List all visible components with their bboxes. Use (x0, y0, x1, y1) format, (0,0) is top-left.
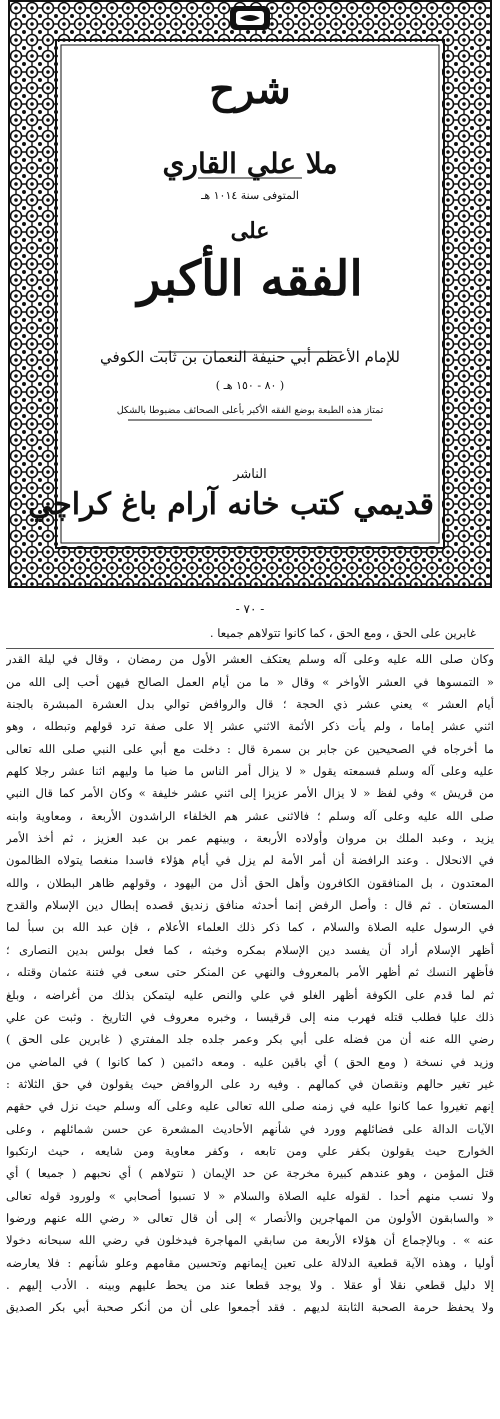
text-line: وكان صلى الله عليه وعلى آله وسلم يعتكف العشر الأول من رمضان ، وقال في ليلة القدر (6, 652, 494, 667)
text-line: رضي الله عنه أن من فضله على أبي بكر وعمر جلده جلد المفتري ( غابرين على الحق ) (6, 1032, 494, 1047)
cover-imam: للإمام الأعظم أبي حنيفة النعمان بن ثابت الكوفي (100, 348, 400, 366)
text-line: أيام العشر » يعني عشر ذي الحجة ؛ قال والروافض توالي بدل العشرة المبشرة بالجنة (6, 697, 494, 712)
cover-publisher-label: الناشر (233, 467, 267, 482)
text-line: الخوارج حيث يقولون بكفر علي ومن تابعه ، وكفر معاوية ومن شايعه ، حيث ارتكبوا (6, 1143, 494, 1158)
text-line: إلا دليل قطعي نقلا أو عقلا . ولا يوجد قطعا عند من يحط عليهم وبينه . الأدب إليهم . (6, 1277, 494, 1292)
text-line: « والسابقون الأولون من المهاجرين والأنصار » إلى أن قال تعالى « رضي الله عنهم ورضوا (6, 1210, 494, 1225)
text-line: في الانحلال . وعند الرافضة أن أمر الأمة لم يزل في أيام هؤلاء فاسدا منغصا يتولاه الظالمون (6, 853, 494, 868)
text-line: ذلك عليا فطلب قتله فهرب منه إلى قرقيسا ، وخبره معروف في التاريخ . وثبت عن علي (6, 1009, 494, 1024)
cover-publisher: قديمي كتب خانه آرام باغ كراچي (28, 487, 434, 522)
text-line: المعتدون ، بل المنافقون الكافرون وأهل الحق أذل من اليهود ، وقولهم ظاهر البطلان ، والله (6, 875, 494, 890)
cover-text (28, 50, 434, 538)
text-line: ثم لما قدم على الكوفة أظهر الغلو في علي والنص عليه ليتمكن بذلك من أغراضه ، وبلغ (6, 987, 494, 1002)
text-line: صلى الله عليه وعلى آله وسلم ؛ فالاثنى عشر هم الخلفاء الراشدون الأربعة ، ومعاوية وابنه (6, 808, 494, 823)
continuation-line: غابرين على الحق ، ومع الحق ، كما كانوا تتولاهم جميعا . (209, 626, 476, 640)
text-line: وزيد في نسخة ( ومع الحق ) أي باقين عليه . ومعه دائمين ( كما كانوا ) في الماضي من (6, 1054, 494, 1069)
text-line: أظهر الإسلام أراد أن يفسد دين الإسلام بمكره وخبثه ، كما فعل بولس بدين النصارى ؛ (6, 942, 494, 957)
cover-author-death: المتوفى سنة ١٠١٤ هـ (201, 189, 299, 202)
text-line: ولا نسب منهم أحدا . لقوله عليه الصلاة والسلام « لا تسبوا أصحابي » ولورود قوله تعالى (6, 1188, 494, 1203)
text-line: عليه وعلى آله وسلم فسمعته يقول « لا يزال أمر الناس ما ضيا ما وليهم اثنا عشر رجلا كلهم (6, 764, 494, 779)
text-line: ولا يحفظ حرمة الصحبة الثابتة لديهم . فقد أجمعوا على أن من أنكر صحبة أبي بكر الصديق (6, 1300, 494, 1315)
cover-edition-note: تمتاز هذه الطبعة بوضع الفقه الأكبر بأعلى الصحائف مضبوطا بالشكل (116, 405, 384, 416)
text-line: عنه » . وبالإجماع أن هؤلاء الأربعة من سابقي المهاجرة فيدخلون في رضي الله سبحانه دخولا (6, 1233, 494, 1248)
page-number: - ٧٠ - (235, 602, 265, 616)
text-line: في الرسول عليه الصلاة والسلام ، كما ذكر ذلك العلماء الأعلام ، فإن عبد الله بن سبأ لما (6, 920, 494, 935)
body-text (6, 622, 494, 1412)
text-line: اثني عشر إماما ، ولم يأت ذكر الأئمة الاثني عشر إلا على صفة ترد قولهم وتبطله ، وهو (6, 719, 494, 734)
text-line: ما أخرجاه في الصحيحين عن جابر بن سمرة قال : دخلت مع أبي على النبي صلى الله تعالى (6, 741, 494, 756)
text-line: من قريش » وفي لفظ « لا يزال الأمر عزيزا إلى اثني عشر خليفة » وكان الأمر كما قال النبي (6, 786, 494, 801)
text-line: غير تغير حالهم ونقصان في كمالهم . وفيه رد على الروافض حيث يقولون في حق الثلاثة : (6, 1076, 494, 1091)
text-line: المستعان . ثم قال : وأصل الرفض إنما أحدثه منافق زنديق قصده إبطال دين الإسلام والقدح (6, 898, 494, 913)
text-line: فأظهر النسك ثم أظهر الأمر بالمعروف والنهي عن المنكر حتى سعى في فتنة عثمان وقتله ، (6, 965, 494, 980)
publisher-emblem (230, 6, 270, 30)
title-page (8, 0, 492, 588)
cover-title-sharh: شرح (209, 66, 291, 113)
text-line: الآيات الدالة على فضائلهم وورد في شأنهم الأحاديث المشعرة عن حسن شمائلهم ، وعلى (6, 1121, 494, 1136)
cover-author: ملا علي القاري (162, 147, 338, 180)
text-line: « التمسوها في العشر الأواخر » وقال « ما من أيام العمل الصالح فيهن أحب إلى الله من (6, 674, 494, 689)
cover-imam-dates: ( ٨٠ - ١٥٠ هـ ) (215, 379, 285, 392)
text-line: إنهم تغيروا عما كانوا عليه في زمنه صلى الله تعالى عليه وعلى آله وسلم حيث نزل في حقهم (6, 1099, 494, 1114)
cover-ala: على (230, 218, 270, 244)
text-line: أوليا ، وهذه الآية قطعية الدلالة على تعين إيمانهم وتحسين مقامهم وعلو شأنهم : فلا يعارضه (6, 1255, 494, 1270)
text-line: قتل المؤمن ، وهو عندهم كبيرة مخرجة عن حد الإيمان ( نتولاهم ) أي نحبهم ( جميعا ) أي (6, 1166, 494, 1181)
text-line: يزيد ، وعبد الملك بن مروان وأولاده الأربعة ، وبينهم عمر بن عبد العزيز ، ثم أخذ الأمر (6, 831, 494, 846)
cover-book-title: الفقه الأكبر (137, 251, 363, 307)
